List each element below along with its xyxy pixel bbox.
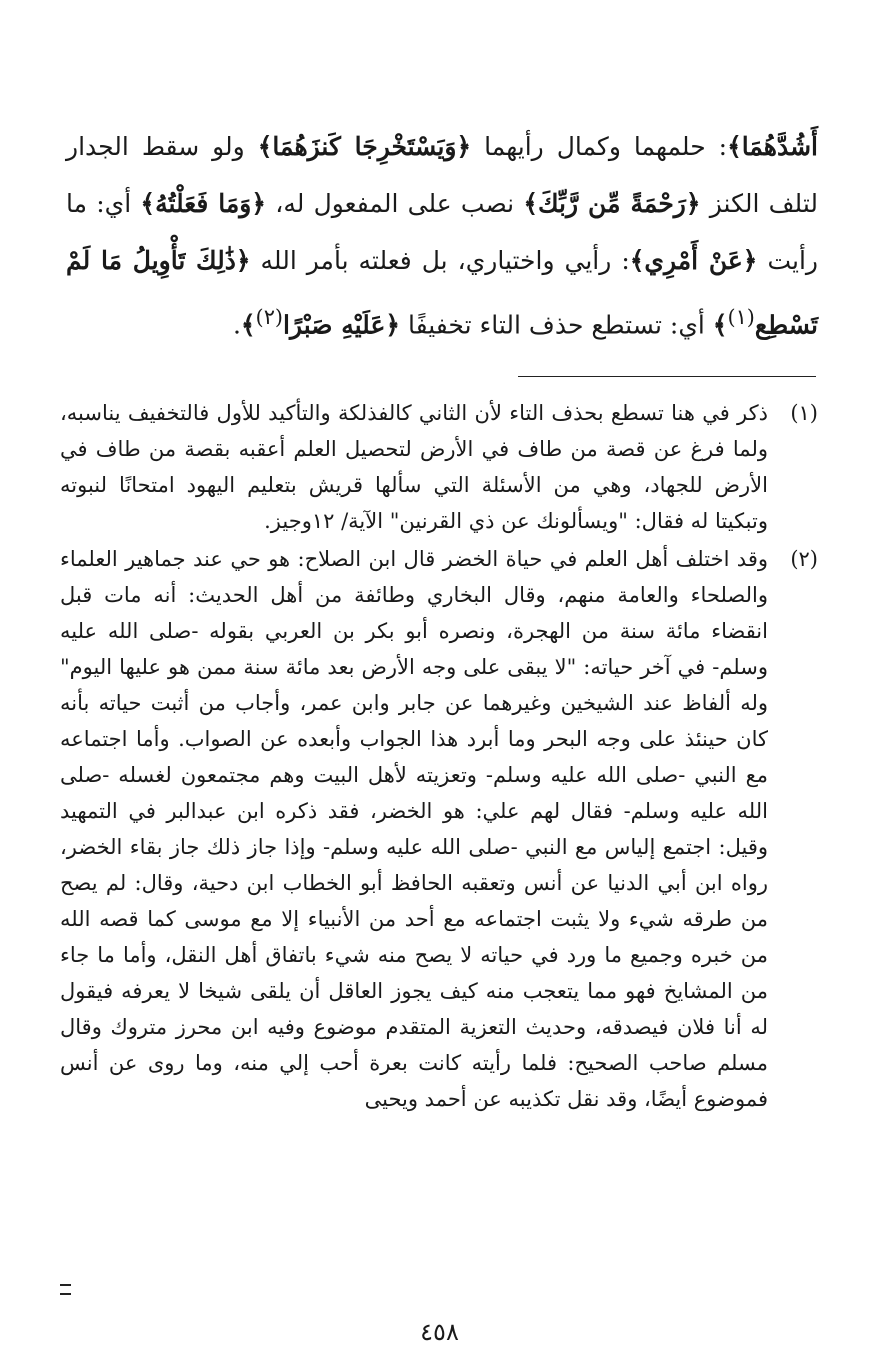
page-number: ٤٥٨	[420, 1318, 459, 1346]
quran-fragment: ﴿عَنْ أَمْرِي﴾	[629, 246, 758, 275]
commentary-text: أي: ما رأيت	[66, 189, 818, 275]
commentary-text: : رأيي واختياري، بل فعلته بأمر الله	[250, 246, 630, 275]
footnote-number: (٢)	[790, 547, 818, 571]
quran-fragment: ﴿ذَٰلِكَ تَأْوِيلُ مَا لَمْ تَسْطِع	[66, 246, 818, 340]
footnote-text: ذكر في هنا تسطع بحذف التاء لأن الثاني كالفذلكة والتأكيد للأول فالتخفيف يناسبه، ولما فرغ عن قصة من طاف في الأرض لتحصيل العلم أعقبه بقصة من طاف في الأرض للجهاد، وهي من الأسئلة التي سألها قريش بتعليم اليهود امتحانًا لنبوته وتبكيتا له فقال: "ويسألونك عن ذي القرنين" الآية/ ١٢وجيز.	[60, 401, 768, 533]
footnote-ref: (٢)	[255, 305, 284, 329]
footnote-text: وقد اختلف أهل العلم في حياة الخضر قال ابن الصلاح: هو حي عند جماهير العلماء والصلحاء والعامة منهم، وقال البخاري وطائفة من أهل الحديث: أنه مات قبل انقضاء مائة سنة من الهجرة، ونصره أبو بكر بن العربي بقوله -صلى الله عليه وسلم- في آخر حياته: "لا يبقى على وجه الأرض بعد مائة سنة ممن هو عليها اليوم" وله ألفاظ عند الشيخين وغيرهما عن جابر وابن عمر، وأجاب من أثبت حياته بأنه كان حينئذ على وجه البحر وما أبرد هذا الجواب وأبعده عن الصواب. وأما اجتماعه مع النبي -صلى الله عليه وسلم- وتعزيته لأهل البيت وهم مجتمعون لغسله -صلى الله عليه وسلم- فقال لهم علي: هو الخضر، فقد ذكره ابن عبدالبر في التمهيد وقيل: اجتمع إلياس مع النبي -صلى الله عليه وسلم- وإذا جاز ذلك جاز بقاء الخضر، رواه ابن أبي الدنيا عن أنس وتعقبه الحافظ أبو الخطاب ابن دحية، وقال: لم يصح من طرقه شيء ولا يثبت اجتماعه مع أحد من الأنبياء إلا مع موسى كما قصه الله من خبره وجميع ما ورد في حياته لا يصح منه شيء باتفاق أهل النقل، وأما ما جاء من المشايخ فهو مما يتعجب منه كيف يجوز العاقل أن يلقى شيخا لا يعرفه فيقول له أنا فلان فيصدقه، وحديث التعزية المتقدم موضوع وفيه ابن محرز متروك وقال مسلم صاحب الصحيح: فلما رأيته كانت بعرة أحب إلي منه، وما روى عن أنس فموضوع أيضًا، وقد نقل تكذيبه عن أحمد ويحيى	[60, 547, 768, 1111]
quran-fragment: ﴿وَمَا فَعَلْتُهُ﴾	[140, 189, 267, 218]
quran-fragment: ﴿عَلَيْهِ صَبْرًا	[283, 310, 401, 340]
footnote-number: (١)	[790, 401, 818, 425]
commentary-text: ولو سقط الجدار لتلف الكنز	[66, 132, 818, 218]
main-text	[66, 118, 818, 353]
footnote-ref: (١)	[727, 305, 755, 329]
commentary-text: نصب على المفعول له،	[266, 189, 524, 218]
footnote-separator	[518, 376, 816, 377]
footnotes	[60, 395, 818, 1119]
commentary-text: أي: تستطع حذف التاء تخفيفًا	[400, 310, 713, 340]
footnote-2	[60, 541, 818, 1117]
quran-bracket: ﴾	[240, 310, 256, 340]
quran-bracket: ﴾	[712, 310, 728, 340]
quran-fragment: ﴿وَيَسْتَخْرِجَا كَنزَهُمَا﴾	[257, 132, 472, 161]
continuation-mark	[60, 1284, 71, 1295]
commentary-text: .	[232, 310, 241, 340]
quran-fragment: ﴿رَحْمَةً مِّن رَّبِّكَ﴾	[523, 189, 701, 218]
footnote-1	[60, 395, 818, 539]
commentary-text: : حلمهما وكمال رأيهما	[471, 132, 728, 161]
quran-fragment: أَشُدَّهُمَا﴾	[727, 132, 818, 161]
